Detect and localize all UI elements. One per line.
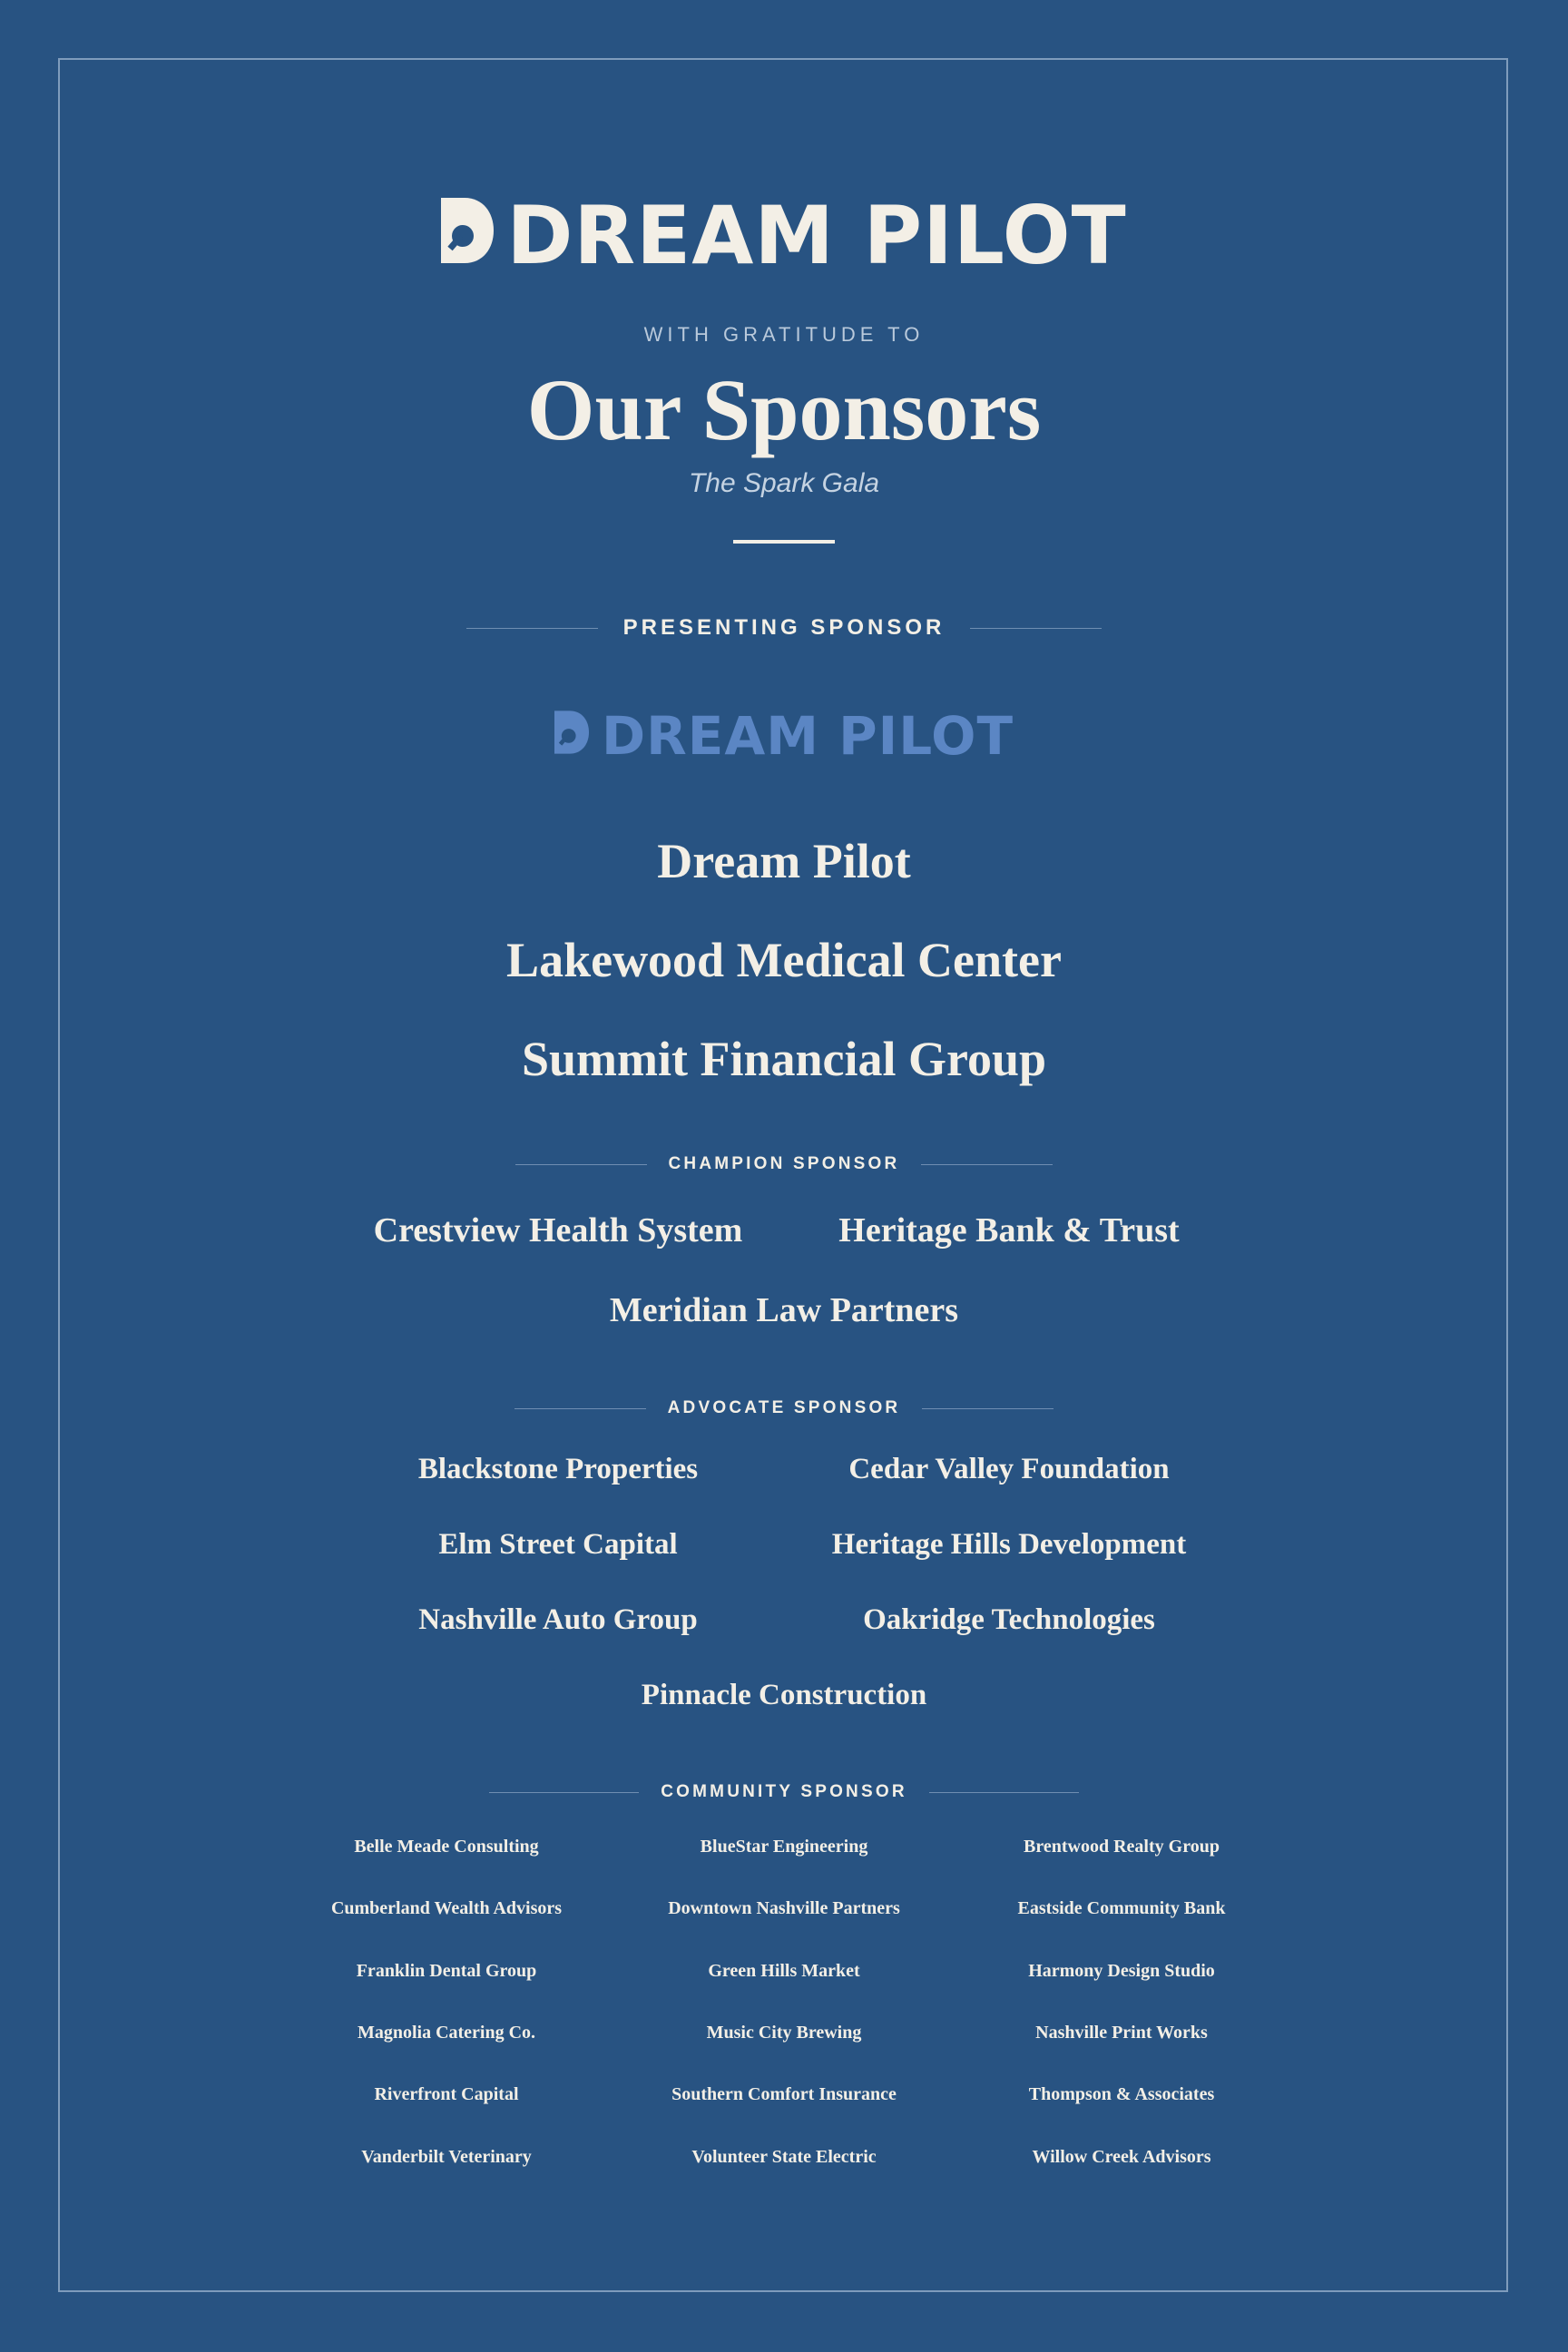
- divider-line-right: [929, 1792, 1079, 1793]
- community-sponsor-name: Franklin Dental Group: [356, 1961, 537, 1981]
- community-sponsor-name: BlueStar Engineering: [700, 1837, 868, 1857]
- champion-sponsor-name: Crestview Health System: [373, 1211, 743, 1250]
- community-sponsor-name: Eastside Community Bank: [1017, 1898, 1226, 1918]
- champion-sponsor-heading: [0, 1154, 1568, 1174]
- divider-line-left: [514, 1408, 646, 1409]
- advocate-sponsor-name: Oakridge Technologies: [863, 1603, 1155, 1636]
- advocate-sponsor-name: Nashville Auto Group: [418, 1603, 698, 1636]
- presenting-sponsor-name: Lakewood Medical Center: [506, 933, 1062, 987]
- community-sponsor-name: Riverfront Capital: [374, 2084, 519, 2104]
- community-sponsor-name: Music City Brewing: [706, 2023, 862, 2043]
- community-sponsor-name: Willow Creek Advisors: [1032, 2147, 1211, 2167]
- advocate-sponsor-name: Cedar Valley Foundation: [848, 1453, 1170, 1485]
- dream-pilot-logo-mark-icon: [554, 710, 589, 762]
- champion-sponsor-name: Meridian Law Partners: [609, 1291, 959, 1329]
- title-divider: [733, 540, 835, 544]
- community-sponsor-name: Green Hills Market: [708, 1961, 860, 1981]
- presenting-sponsor-name: Summit Financial Group: [521, 1032, 1047, 1086]
- presenting-sponsor-name: Dream Pilot: [657, 834, 911, 888]
- community-sponsor-name: Volunteer State Electric: [691, 2147, 877, 2167]
- community-sponsor-name: Cumberland Wealth Advisors: [330, 1898, 563, 1918]
- community-sponsor-name: Downtown Nashville Partners: [668, 1898, 900, 1918]
- tier-label: PRESENTING SPONSOR: [622, 615, 946, 640]
- page-title: Our Sponsors: [526, 361, 1042, 458]
- logo-wordmark: DREAM PILOT: [506, 189, 1127, 282]
- community-sponsor-name: Thompson & Associates: [1028, 2084, 1215, 2104]
- tier-label: CHAMPION SPONSOR: [668, 1154, 900, 1173]
- advocate-sponsor-name: Blackstone Properties: [417, 1453, 699, 1485]
- advocate-sponsor-name: Pinnacle Construction: [641, 1679, 927, 1711]
- divider-line-left: [515, 1164, 647, 1165]
- presenting-sponsor-logo: [0, 705, 1568, 767]
- advocate-sponsor-name: Heritage Hills Development: [831, 1528, 1187, 1561]
- divider-line-right: [970, 628, 1102, 629]
- champion-sponsor-name: Heritage Bank & Trust: [838, 1211, 1180, 1250]
- event-subtitle: The Spark Gala: [688, 468, 880, 498]
- divider-line-right: [921, 1164, 1053, 1165]
- advocate-sponsor-name: Elm Street Capital: [438, 1528, 678, 1561]
- header-logo: [0, 189, 1568, 282]
- dream-pilot-logo-mark-icon: [441, 196, 494, 276]
- header-kicker: WITH GRATITUDE TO: [643, 323, 925, 346]
- divider-line-left: [489, 1792, 639, 1793]
- community-sponsor-heading: [0, 1782, 1568, 1802]
- logo-wordmark: DREAM PILOT: [601, 705, 1014, 767]
- community-sponsor-name: Vanderbilt Veterinary: [361, 2147, 532, 2167]
- community-sponsor-name: Belle Meade Consulting: [354, 1837, 539, 1857]
- tier-label: COMMUNITY SPONSOR: [661, 1782, 907, 1801]
- community-sponsor-name: Brentwood Realty Group: [1024, 1837, 1220, 1857]
- advocate-sponsor-heading: [0, 1398, 1568, 1418]
- divider-line-right: [922, 1408, 1054, 1409]
- divider-line-left: [466, 628, 598, 629]
- tier-label: ADVOCATE SPONSOR: [667, 1398, 901, 1417]
- presenting-sponsor-heading: [0, 615, 1568, 641]
- community-sponsor-name: Nashville Print Works: [1035, 2023, 1208, 2043]
- community-sponsor-name: Magnolia Catering Co.: [357, 2023, 536, 2043]
- community-sponsor-name: Southern Comfort Insurance: [671, 2084, 897, 2104]
- community-sponsor-name: Harmony Design Studio: [1028, 1961, 1215, 1981]
